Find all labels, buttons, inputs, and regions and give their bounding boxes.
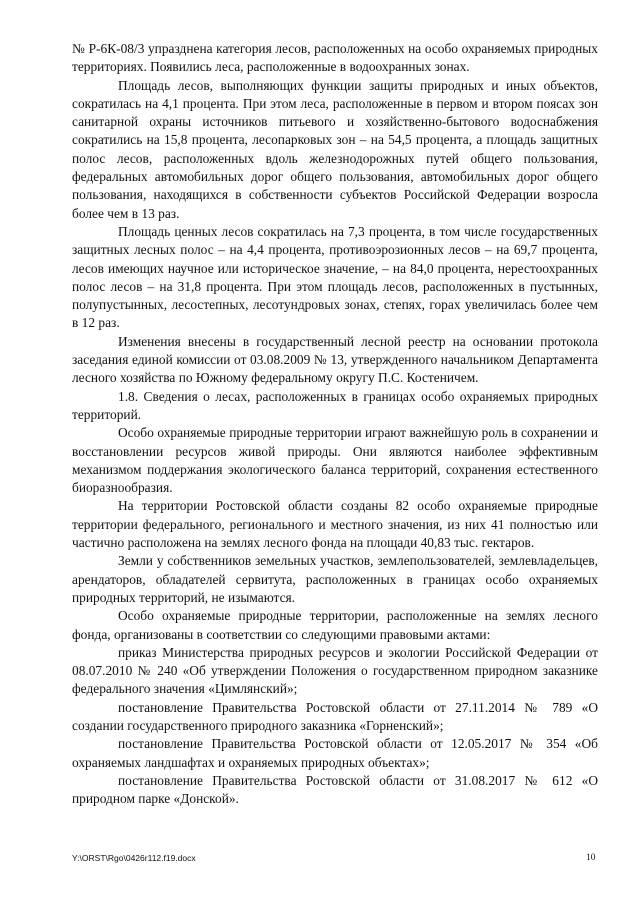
page-number: 10 [586,853,596,863]
paragraph-land-owners: Земли у собственников земельных участков, землепользователей, землевладельцев, арендаторов, обладателей сервитута, расположенных в границах особо охраняемых природных территорий, не изымаются. [72,553,598,605]
legal-act-item: постановление Правительства Ростовской области от 27.11.2014 № 789 «О создании государственного природного заказника «Горненский»; [72,699,598,733]
paragraph-registry-changes: Изменения внесены в государственный лесной реестр на основании протокола заседания единой комиссии от 03.08.2009 № 13, утвержденного начальником Департамента лесного хозяйства по Южному федеральному округу П.С. Костеничем. [72,333,598,386]
legal-act-item: приказ Министерства природных ресурсов и экологии Российской Федерации от 08.07.2010 № 240 «Об утверждении Положения о государственном природном заказнике федерального значения «Цимлянский»; [72,644,598,697]
paragraph-rostov-territories: На территории Ростовской области созданы 82 особо охраняемые природные территории федерального, регионального и местного значения, из них 41 полностью или частично расположена на землях лесного фонда на площади 40,83 тыс. гектаров. [72,498,598,551]
document-body [72,40,598,808]
legal-act-item: постановление Правительства Ростовской области от 12.05.2017 № 354 «Об охраняемых ландшафтах и охраняемых природных объектах»; [72,736,598,770]
paragraph-protected-areas-role: Особо охраняемые природные территории играют важнейшую роль в сохранении и восстановлении ресурсов живой природы. Они являются наиболее эффективным механизмом поддержания экологического баланса территорий, сохранения естественного биоразнообразия. [72,425,598,496]
paragraph-valuable-forests: Площадь ценных лесов сократилась на 7,3 процента, в том числе государственных защитных лесных полос – на 4,4 процента, противоэрозионных лесов – на 69,7 процента, лесов имеющих научное или историческое значение, – на 84,0 процента, нерестоохранных полос лесов – на 31,8 процента. При этом площадь лесов, расположенных в пустынных, полупустынных, лесостепных, лесотундровых зонах, степях, горах увеличилась более чем в 12 раз. [72,223,598,331]
footer-file-path: Y:\ORST\Rgo\0426r112.f19.docx [72,853,196,863]
section-heading-1-8: 1.8. Сведения о лесах, расположенных в границах особо охраняемых природных территорий. [72,388,598,422]
legal-act-item: постановление Правительства Ростовской области от 31.08.2017 № 612 «О природном парке «Донской». [72,772,598,807]
paragraph-continuation: № Р-6К-08/3 упразднена категория лесов, расположенных на особо охраняемых природных территориях. Появились леса, расположенные в водоохранных зонах. [72,41,598,75]
paragraph-legal-acts-intro: Особо охраняемые природные территории, расположенные на землях лесного фонда, организованы в соответствии со следующими правовыми актами: [72,608,598,642]
paragraph-protective-forests: Площадь лесов, выполняющих функции защиты природных и иных объектов, сократилась на 4,1 процента. При этом леса, расположенные в первом и втором поясах зон санитарной охраны источников питьевого и хозяйственно-бытового водоснабжения сократились на 15,8 процента, лесопарковых зон – на 54,5 процента, а площадь защитных полос лесов, расположенных вдоль железнодорожных путей общего пользования, федеральных автомобильных дорог общего пользования, автомобильных дорог общего пользования, находящихся в собственности субъектов Российской Федерации возросла более чем в 13 раз. [72,77,598,221]
